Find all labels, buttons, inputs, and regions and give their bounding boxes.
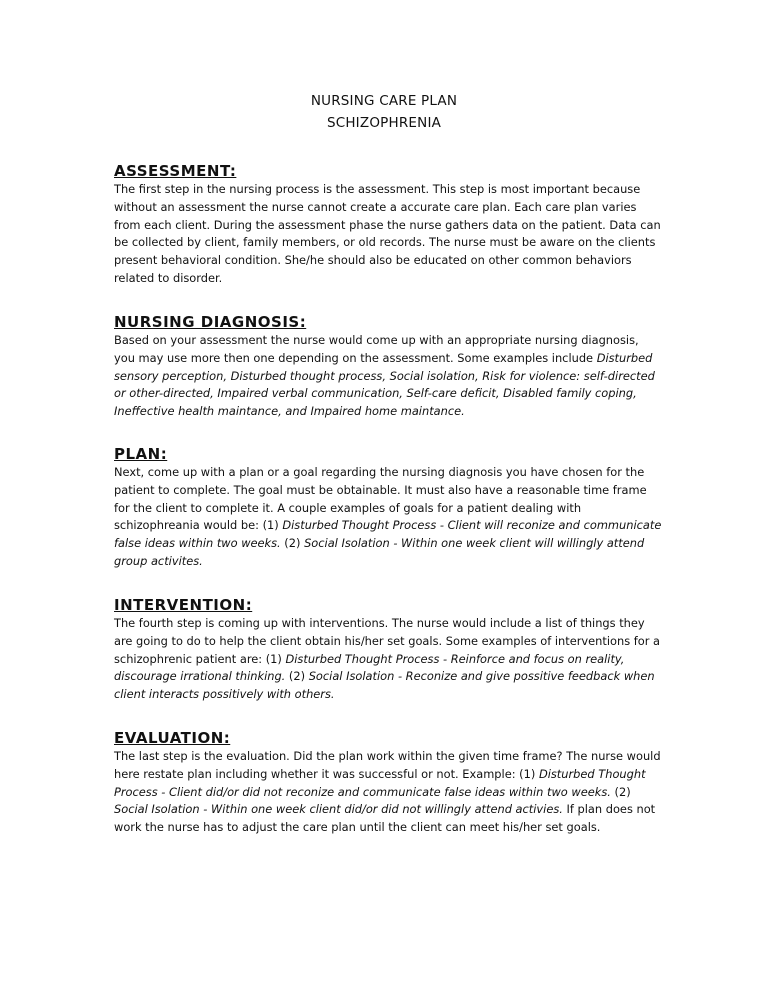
intervention-text-mid: (2) xyxy=(285,669,309,684)
evaluation-example-2: Social Isolation - Within one week client did/or did not willingly attend activies. xyxy=(114,802,563,817)
evaluation-text-mid: (2) xyxy=(610,784,631,799)
intervention-example-2: Social Isolation - Reconize and give possitive feedback when client interacts possitively with others. xyxy=(114,669,655,702)
section-text-plan xyxy=(114,464,662,571)
section-text-evaluation xyxy=(114,748,662,837)
section-heading-plan: PLAN: xyxy=(114,445,168,463)
intervention-example-1: Disturbed Thought Process - Reinforce and focus on reality, discourage irrational thinking. xyxy=(114,651,625,684)
section-intervention xyxy=(114,595,662,704)
plan-goal-2: Social Isolation - Within one week client will willingly attend group activites. xyxy=(114,536,645,568)
section-heading-assessment: ASSESSMENT: xyxy=(114,162,237,180)
section-nursing-diagnosis xyxy=(114,312,662,421)
section-text-intervention xyxy=(114,615,662,704)
plan-text-plain: Next, come up with a plan or a goal regarding the nursing diagnosis you have chosen for the patient to complete. The goal must be obtainable. It must also have a reasonable time frame for the client to complete it. A couple examples of goals for a patient dealing with schizophreania would be: (1) xyxy=(114,465,647,533)
section-heading-nursing-diagnosis: NURSING DIAGNOSIS: xyxy=(114,313,307,331)
plan-goal-1: Disturbed Thought Process - Client will reconize and communicate false ideas within two weeks. xyxy=(114,518,662,551)
evaluation-example-1: Disturbed Thought Process - Client did/or did not reconize and communicate false ideas within two weeks. xyxy=(114,766,646,799)
section-heading-evaluation: EVALUATION: xyxy=(114,729,231,747)
intervention-text-plain: The fourth step is coming up with interventions. The nurse would include a list of things they are going to do to help the client obtain his/her set goals. Some examples of interventions for a schizophrenic patient are: (1) xyxy=(114,616,661,666)
evaluation-text-plain: The last step is the evaluation. Did the plan work within the given time frame? The nurse would here restate plan including whether it was successful or not. Example: (1) xyxy=(114,749,661,781)
document-subtitle: SCHIZOPHRENIA xyxy=(326,115,442,131)
section-plan xyxy=(114,444,662,571)
section-text-nursing-diagnosis xyxy=(114,332,662,421)
section-assessment xyxy=(114,161,662,288)
section-heading-intervention: INTERVENTION: xyxy=(114,596,253,614)
diagnosis-examples: Disturbed sensory perception, Disturbed thought process, Social isolation, Risk for violence: self-directed or other-directed, Impaired verbal communication, Self-care deficit, Disabled family coping, Ineffective health maintance, and Impaired home maintance. xyxy=(114,350,655,419)
section-evaluation xyxy=(114,728,662,837)
diagnosis-text-plain: Based on your assessment the nurse would come up with an appropriate nursing diagnosis, you may use more then one depending on the assessment. Some examples include xyxy=(114,333,639,365)
plan-text-mid: (2) xyxy=(280,536,305,551)
section-text-assessment: The first step in the nursing process is the assessment. This step is most important because without an assessment the nurse cannot create a accurate care plan. Each care plan varies from each client. During the assessment phase the nurse gathers data on the patient. Data can be collected by client, family members, or old records. The nurse must be aware on the clients present behavioral condition. She/he should also be educated on other common behaviors related to disorder. xyxy=(114,182,661,285)
document-title: NURSING CARE PLAN xyxy=(310,93,458,109)
evaluation-text-end: If plan does not work the nurse has to adjust the care plan until the client can meet his/her set goals. xyxy=(114,802,656,835)
